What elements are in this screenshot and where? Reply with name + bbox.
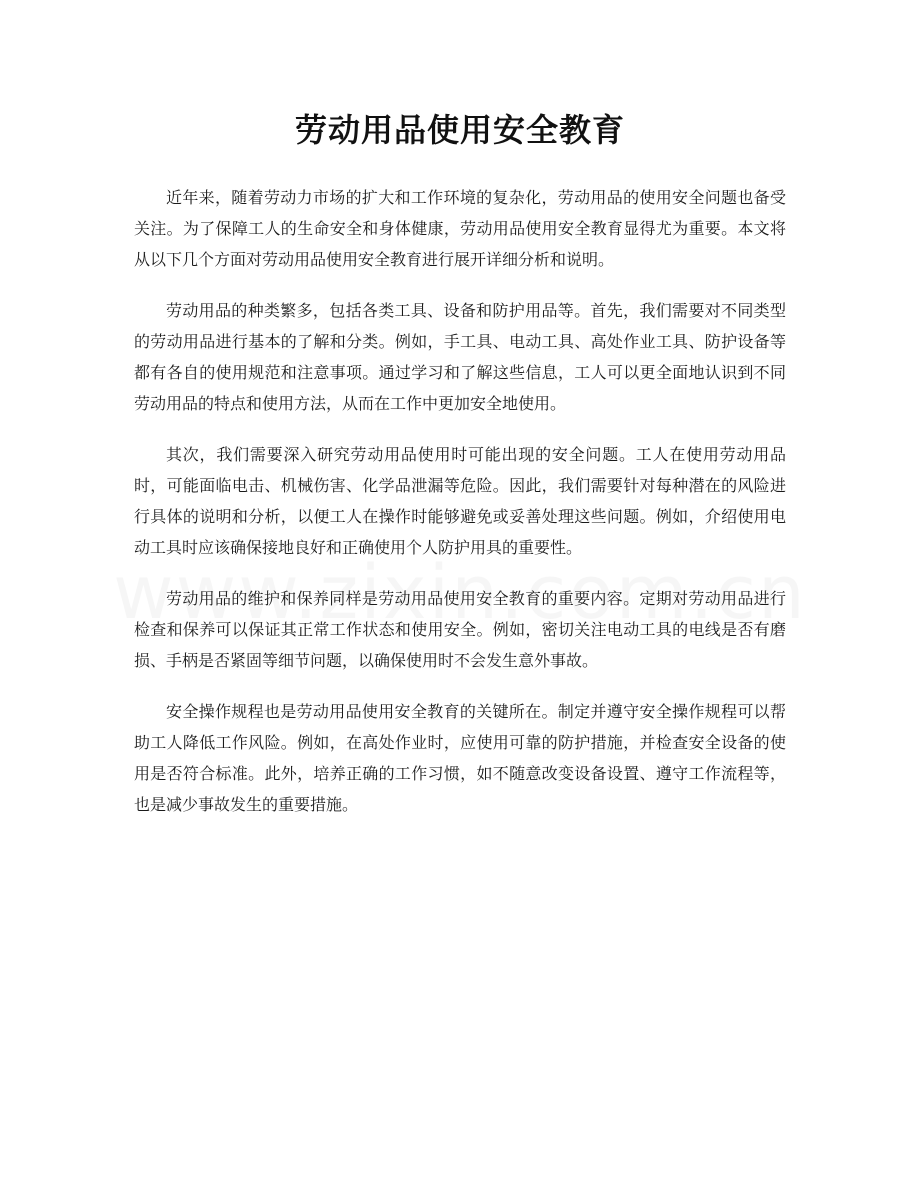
paragraph-5: 安全操作规程也是劳动用品使用安全教育的关键所在。制定并遵守安全操作规程可以帮助工人降低工作风险。例如，在高处作业时，应使用可靠的防护措施，并检查安全设备的使用是否符合标准。此外，培养正确的工作习惯，如不随意改变设备设置、遵守工作流程等，也是减少事故发生的重要措施。 [134, 702, 786, 814]
paragraph-1: 近年来，随着劳动力市场的扩大和工作环境的复杂化，劳动用品的使用安全问题也备受关注。为了保障工人的生命安全和身体健康，劳动用品使用安全教育显得尤为重要。本文将从以下几个方面对劳动用品使用安全教育进行展开详细分析和说明。 [134, 188, 786, 269]
page-title: 劳动用品使用安全教育 [294, 111, 625, 149]
paragraph-2: 劳动用品的种类繁多，包括各类工具、设备和防护用品等。首先，我们需要对不同类型的劳动用品进行基本的了解和分类。例如，手工具、电动工具、高处作业工具、防护设备等都有各自的使用规范和注意事项。通过学习和了解这些信息，工人可以更全面地认识到不同劳动用品的特点和使用方法，从而在工作中更加安全地使用。 [134, 301, 786, 413]
paragraph-3: 其次，我们需要深入研究劳动用品使用时可能出现的安全问题。工人在使用劳动用品时，可能面临电击、机械伤害、化学品泄漏等危险。因此，我们需要针对每种潜在的风险进行具体的说明和分析，以便工人在操作时能够避免或妥善处理这些问题。例如，介绍使用电动工具时应该确保接地良好和正确使用个人防护用具的重要性。 [134, 445, 786, 557]
paragraph-4: 劳动用品的维护和保养同样是劳动用品使用安全教育的重要内容。定期对劳动用品进行检查和保养可以保证其正常工作状态和使用安全。例如，密切关注电动工具的电线是否有磨损、手柄是否紧固等细节问题，以确保使用时不会发生意外事故。 [134, 589, 786, 670]
document-body [134, 182, 786, 840]
